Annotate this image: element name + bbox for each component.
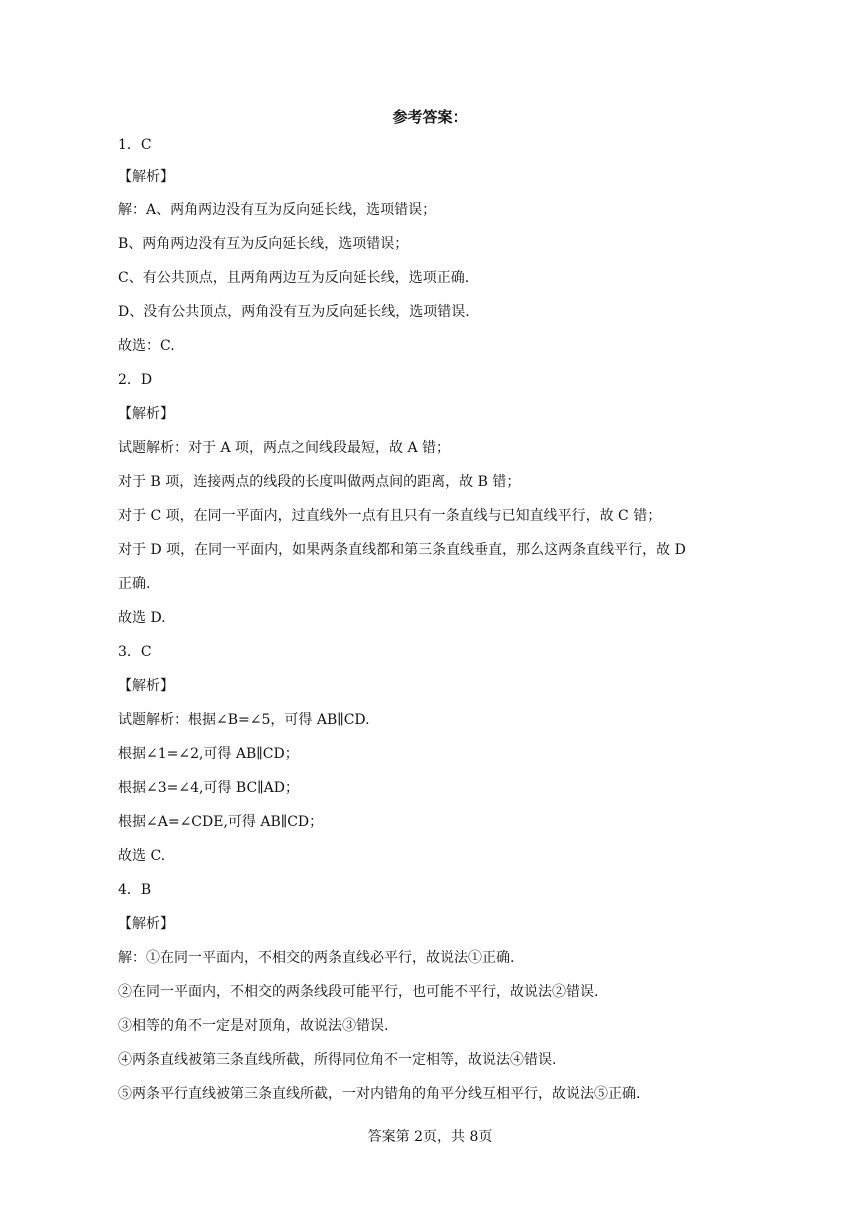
answer-line: 【解析】 [118,916,174,932]
answer-line: 故选：C. [118,338,175,354]
answer-line: 【解析】 [118,169,174,185]
answer-line: ④两条直线被第三条直线所截，所得同位角不一定相等，故说法④错误. [118,1052,557,1068]
answer-line: D、没有公共顶点，两角没有互为反向延长线，选项错误. [118,304,470,320]
answer-line: 3．C [118,644,152,660]
answer-line: 对于 B 项，连接两点的线段的长度叫做两点间的距离，故 B 错； [118,474,521,490]
answer-line: B、两角两边没有互为反向延长线，选项错误； [118,236,409,252]
answer-line: 根据∠A=∠CDE,可得 AB∥CD； [118,814,324,830]
answer-line: 故选 C. [118,848,166,864]
answer-line: ③相等的角不一定是对顶角，故说法③错误. [118,1018,389,1034]
answer-line: 试题解析：根据∠B=∠5，可得 AB∥CD. [118,712,370,728]
answer-line: 正确. [118,576,151,592]
answer-line: 试题解析：对于 A 项，两点之间线段最短，故 A 错； [118,440,451,456]
page-title: 参考答案： [392,108,468,126]
answer-line: 对于 C 项，在同一平面内，过直线外一点有且只有一条直线与已知直线平行，故 C 错； [118,508,662,524]
answer-line: 【解析】 [118,678,174,694]
answer-line: 根据∠1=∠2,可得 AB∥CD； [118,746,299,762]
answer-line: 2．D [118,372,153,388]
answer-line: 4．B [118,882,152,898]
answer-line: 解：①在同一平面内，不相交的两条直线必平行，故说法①正确. [118,950,515,966]
answer-line: 对于 D 项，在同一平面内，如果两条直线都和第三条直线垂直，那么这两条直线平行，故 D [118,542,686,558]
answer-line: 故选 D. [118,610,166,626]
answer-line: 解：A、两角两边没有互为反向延长线，选项错误； [118,202,437,218]
answer-line: 【解析】 [118,406,174,422]
answer-line: ⑤两条平行直线被第三条直线所截，一对内错角的角平分线互相平行，故说法⑤正确. [118,1086,641,1102]
answer-line: ②在同一平面内，不相交的两条线段可能平行，也可能不平行，故说法②错误. [118,984,599,1000]
answer-line: C、有公共顶点，且两角两边互为反向延长线，选项正确. [118,270,470,286]
page-footer: 答案第 2页，共 8页 [367,1129,493,1145]
answer-line: 1．C [118,137,152,153]
answer-line: 根据∠3=∠4,可得 BC∥AD； [118,780,299,796]
